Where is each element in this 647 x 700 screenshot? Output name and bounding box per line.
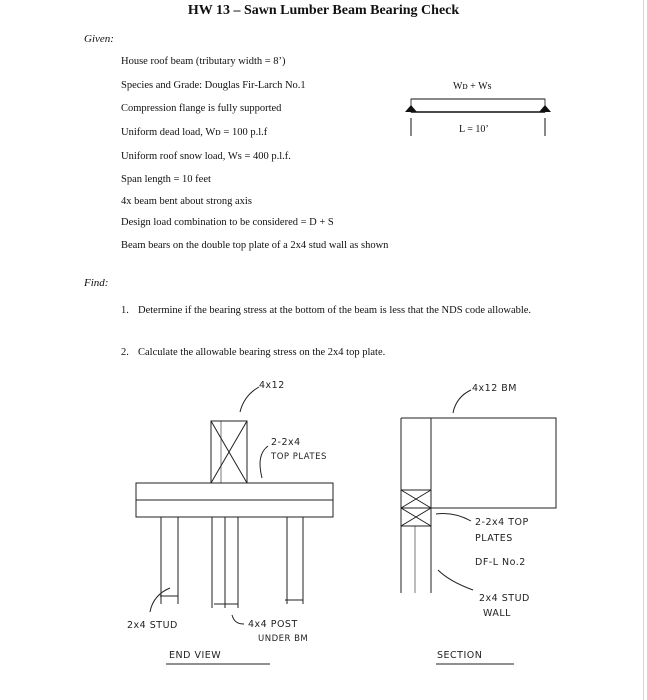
given-line: Beam bears on the double top plate of a 2x4 stud wall as shown (121, 240, 389, 251)
given-label: Given: (84, 33, 114, 45)
section-wall-note: WALL (483, 608, 511, 619)
end-view-stud-note: 2x4 STUD (127, 620, 178, 631)
section-plates-note: PLATES (475, 533, 513, 544)
given-line: Design load combination to be considered = D + S (121, 217, 334, 228)
section-caption: SECTION (437, 650, 483, 661)
find-item-number: 2. (121, 347, 129, 358)
given-line: Uniform dead load, Wᴅ = 100 p.l.f (121, 127, 268, 138)
find-label: Find: (84, 277, 109, 289)
end-view-plates-note: 2-2x4 (271, 437, 301, 448)
section-wall-note: 2x4 STUD (479, 593, 530, 604)
given-line: Species and Grade: Douglas Fir-Larch No.1 (121, 80, 306, 91)
find-item-text: Determine if the bearing stress at the bottom of the beam is less that the NDS code allowable. (138, 305, 532, 316)
page-title: HW 13 – Sawn Lumber Beam Bearing Check (187, 3, 460, 18)
end-view-post-note: UNDER BM (258, 634, 309, 644)
given-line: 4x beam bent about strong axis (121, 196, 252, 207)
end-view-beam-note: 4x12 (259, 380, 285, 391)
given-line: Span length = 10 feet (121, 174, 211, 185)
span-label: L = 10’ (459, 124, 489, 135)
end-view-plates-note: TOP PLATES (271, 452, 327, 462)
section-plates-note: DF-L No.2 (475, 557, 526, 568)
find-item-number: 1. (121, 305, 129, 316)
end-view-post-note: 4x4 POST (248, 619, 298, 630)
section-beam-note: 4x12 BM (472, 383, 517, 394)
given-line: Compression flange is fully supported (121, 103, 282, 114)
given-line: Uniform roof snow load, Ws = 400 p.l.f. (121, 151, 291, 162)
section-plates-note: 2-2x4 TOP (475, 517, 529, 528)
given-line: House roof beam (tributary width = 8’) (121, 56, 286, 67)
load-label: Wᴅ + Ws (453, 81, 492, 92)
end-view-caption: END VIEW (169, 650, 222, 661)
find-item-text: Calculate the allowable bearing stress on the 2x4 top plate. (138, 347, 386, 358)
